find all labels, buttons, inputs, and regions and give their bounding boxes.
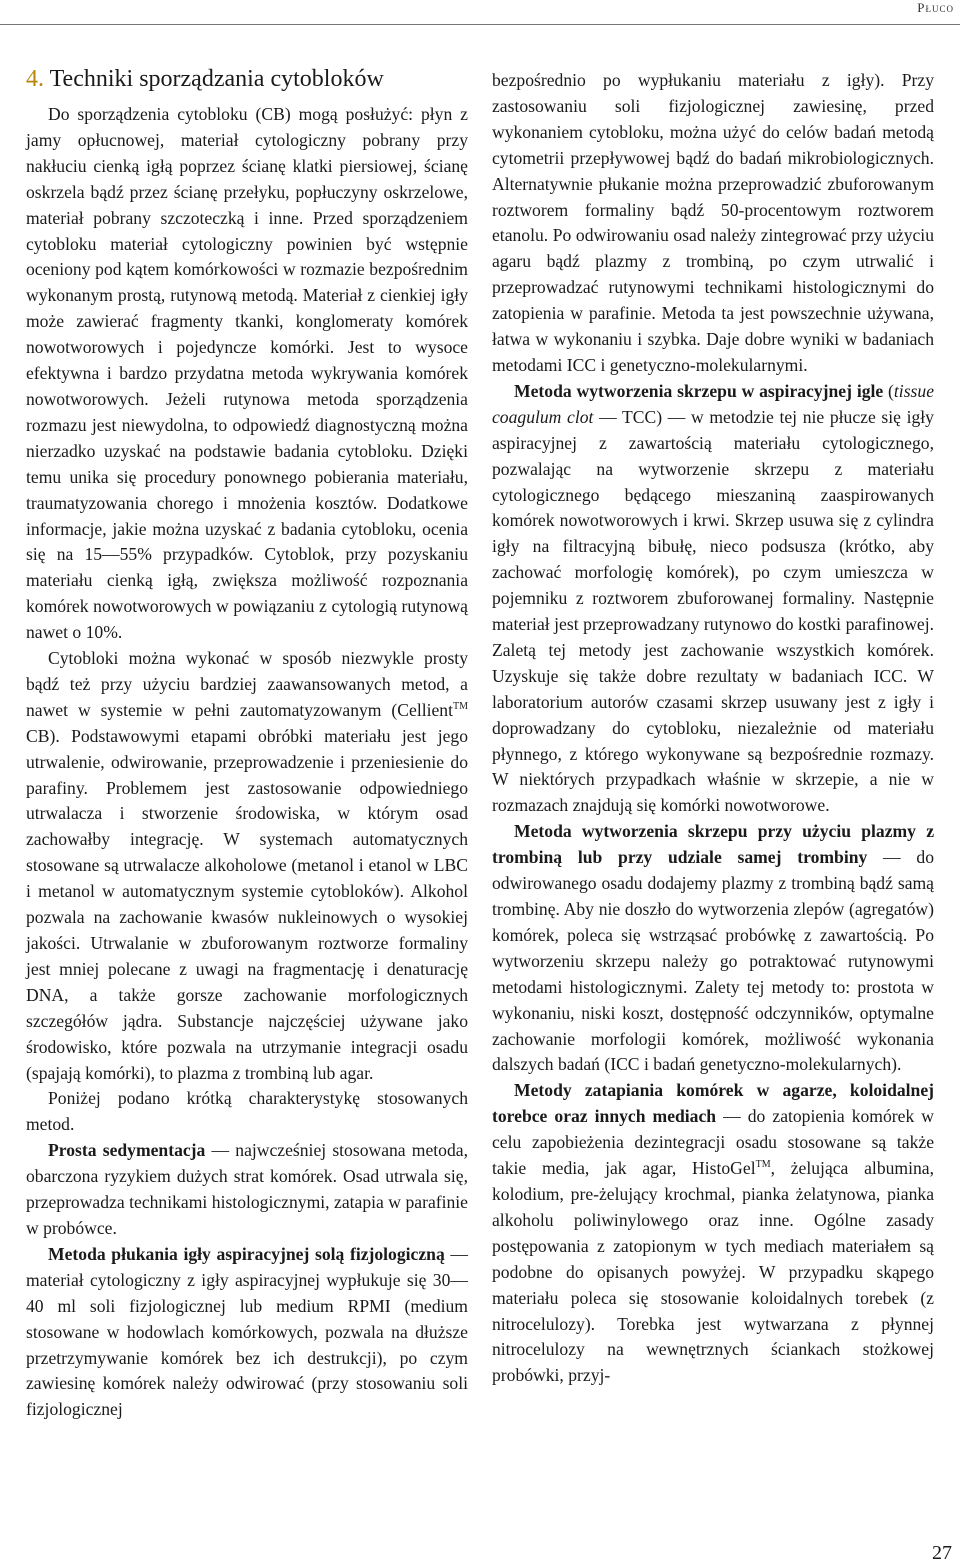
paragraph	[26, 1242, 468, 1423]
paragraph	[492, 819, 934, 1078]
run-in-heading: Metody zatapiania komórek w agarze, koloidalnej torebce oraz innych mediach	[492, 1080, 934, 1127]
section-heading	[26, 64, 468, 94]
trademark-superscript: TM	[755, 1159, 771, 1171]
paragraph-text: CB). Podstawowymi etapami obróbki materiału jest jego utrwalenie, odwirowanie, przeprowadzenie i przeniesienie do parafiny. Problemem jest zastosowanie odpowiedniego utrwalacza i stworzenie środowiska, w którym osad zachowałby integrację. W systemach automatycznych stosowane są utrwalacze alkoholowe (metanol i etanol w LBC i metanol w automatycznym systemie cytobloków). Alkohol pozwala na zachowanie kwasów nukleinowych o wysokiej jakości. Utrwalanie w zbuforowanym roztworze formaliny jest mniej polecane z uwagi na fragmentację i denaturację DNA, a także gorsze zachowanie morfologicznych szczegółów jądra. Substancje najczęściej używane jako środowisko, które pozwala na utrzymanie integracji osadu (spajają komórki), to plazma z trombiną lub agar.	[26, 725, 468, 1083]
trademark-superscript: TM	[453, 700, 468, 712]
section-number: 4.	[26, 66, 44, 92]
paragraph-text: (	[883, 380, 894, 401]
paragraph: bezpośrednio po wypłukaniu materiału z igły). Przy zastosowaniu soli fizjologicznej zawiesinę, przed wykonaniem cytobloku, można użyć do celów badań metodą cytometrii przepływowej bądź do badań mikrobiologicznych. Alternatywnie płukanie można przeprowadzić zbuforowanym roztworem formaliny bądź 50-procentowym roztworem etanolu. Po odwirowaniu osad należy zintegrować przy użyciu agaru bądź plazmy z trombiną, po czym utrwalić i przeprowadzać rutynowymi technikami histologicznymi do zatopienia w parafinie. Metoda ta jest powszechnie używana, łatwa w wykonaniu i szybka. Daje dobre wyniki w badaniach metodami ICC i genetyczno-molekularnymi.	[492, 70, 934, 375]
paragraph-text: , żelująca albumina, kolodium, pre-żelujący krochmal, pianka żelatynowa, pianka alkoholu poliwinylowego oraz inne. Ogólne zasady postępowania z zatopionym w tych mediach materiałem są podobne do opisanych powyżej. W przypadku skąpego materiału poleca się stosowanie koloidalnych torebek (z nitrocelulozy). Torebka jest wytwarzana z płynnej nitrocelulozy na wewnętrznych ściankach stożkowej probówki, przyj-	[492, 1158, 934, 1386]
running-header: Płuco	[917, 0, 954, 15]
run-in-heading: Metoda płukania igły aspiracyjnej solą fizjologiczną	[48, 1243, 445, 1264]
page-number: 27	[932, 1542, 952, 1564]
run-in-heading: Metoda wytworzenia skrzepu przy użyciu plazmy z trombiną lub przy udziale samej trombiny	[492, 821, 934, 868]
paragraph-text: — TCC) — w metodzie tej nie płucze się igły aspiracyjnej z zawartością materiału cytologicznego, pozwalając na wytworzenie skrzepu z materiału cytologicznego będącego mieszaniną zaaspirowanych komórek nowotworowych i krwi. Skrzep usuwa się z cylindra igły na filtracyjną bibułę, nieco podsusza (krótko, aby zachować morfologię komórek), po czym umieszcza w pojemniku z roztworem zbuforowanej formaliny. Następnie materiał jest przeprowadzany rutynowo do kostki parafinowej. Zaletą tej metody jest zachowanie wszystkich komórek. Uzyskuje się także dobre rezultaty w badaniach ICC. W laboratorium autorów czasami skrzep usuwany jest z igły i doprowadzany do cytobloku, niezależnie od materiału płynnego, z którego wykonywane są bezpośrednie rozmazy. W niektórych przypadkach właśnie w skrzepie, a nie w rozmazach znajdują się komórki nowotworowe.	[492, 406, 934, 816]
header-divider	[0, 24, 960, 25]
paragraph-text: — do zatopienia komórek w celu zapobieżenia dezintegracji osadu stosowane są także takie media, jak agar, HistoGel	[492, 1106, 934, 1179]
paragraph	[26, 646, 468, 1086]
run-in-heading: Prosta sedymentacja	[48, 1140, 206, 1161]
right-column	[492, 68, 934, 1389]
paragraph-text: — najwcześniej stosowana metoda, obarczona ryzykiem dużych strat komórek. Osad utrwala się, przeprowadza technikami histologicznymi, zatapia w parafinie w probówce.	[26, 1140, 468, 1238]
section-title: Techniki sporządzania cytobloków	[44, 66, 384, 92]
paragraph: Poniżej podano krótką charakterystykę stosowanych metod.	[26, 1088, 468, 1135]
paragraph-text: — do odwirowanego osadu dodajemy plazmy z trombiną bądź samą trombinę. Aby nie doszło do wytworzenia zlepów (agregatów) komórek, poleca się wstrząsać probówkę z zawartością. Po wytworzeniu skrzepu należy go potraktować rutynowymi metodami histologicznymi. Zalety tej metody to: prostota w wykonaniu, niski koszt, dostępność odczynników, optymalne zachowanie morfologii komórek, możliwość wykonania dalszych badań (ICC i badań genetyczno-molekularnych).	[492, 847, 934, 1075]
paragraph	[492, 1078, 934, 1389]
left-column	[26, 64, 468, 1423]
paragraph	[26, 1138, 468, 1242]
paragraph-text: — materiał cytologiczny z igły aspiracyjnej wypłukuje się 30—40 ml soli fizjologicznej lub medium RPMI (medium stosowane w hodowlach komórkowych, pozwala na dłuższe przetrzymywanie komórek bez ich destrukcji), po czym zawiesinę komórek należy odwirować (przy stosowaniu soli fizjologicznej	[26, 1243, 468, 1420]
paragraph: Do sporządzenia cytobloku (CB) mogą posłużyć: płyn z jamy opłucnowej, materiał cytologiczny pobrany przy nakłuciu cienką igłą poprzez ścianę klatki piersiowej, ścianę oskrzela bądź przez ścianę przełyku, popłuczyny oskrzelowe, materiał pobrany szczoteczką i inne. Przed sporządzeniem cytobloku materiał cytologiczny powinien być wstępnie oceniony pod kątem komórkowości w rozmazie bezpośrednim wykonanym prostą, rutynową metodą. Materiał z cienkiej igły może zawierać fragmenty tkanki, konglomeraty komórek nowotworowych i pojedyncze komórki. Jest to wysoce efektywna i bardzo przydatna metoda wykrywania komórek nowotworowych. Jeżeli rutynowa metoda sporządzenia rozmazu jest niewydolna, to odpowiedź diagnostyczną można nierzadko uzyskać na podstawie badania cytobloku. Dzięki temu unika się procedury ponownego pobierania materiału, traumatyzowania chorego i mnożenia kosztów. Dodatkowe informacje, jakie można uzyskać z badania cytobloku, ocenia się na 15—55% przypadków. Cytoblok, przy pozyskaniu materiału cienką igłą, zwiększa możliwość rozpoznania komórek nowotworowych w powiązaniu z cytologią rutynową nawet o 10%.	[26, 104, 468, 643]
run-in-heading: Metoda wytworzenia skrzepu w aspiracyjnej igle	[514, 380, 884, 401]
paragraph-text: Cytobloki można wykonać w sposób niezwykle prosty bądź też przy użyciu bardziej zaawansowanych metod, a nawet w systemie w pełni zautomatyzowanym (Cellient	[26, 648, 468, 720]
italic-term: tissue coagulum clot	[492, 380, 934, 427]
paragraph	[492, 379, 934, 819]
